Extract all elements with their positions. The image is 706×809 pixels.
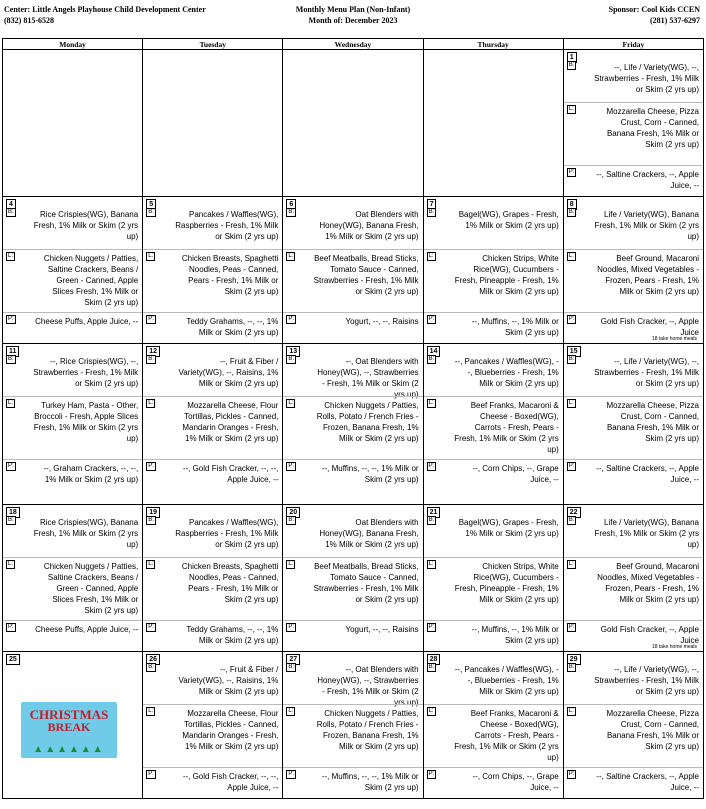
lunch-label: L: [288, 708, 294, 714]
breakfast-menu-text: --, Life / Variety(WG), --, Strawberries - Fresh, 1% Milk or Skim (2 yrs up) [594, 63, 699, 94]
snack-label: P: [568, 316, 575, 322]
lunch-section [564, 102, 703, 149]
snack-label: P: [288, 771, 295, 777]
breakfast-menu-text: Life / Variety(WG), Banana Fresh, 1% Milk or Skim (2 yrs up) [594, 210, 699, 241]
snack-label: P: [148, 771, 154, 777]
lunch-menu-text: Chicken Strips, White Rice(WG), Cucumbers - Fresh, Pineapple - Fresh, 1% Milk or Skim (2 yrs up) [454, 254, 559, 296]
lunch-section [424, 249, 563, 296]
lunch-menu-text: Chicken Strips, White Rice(WG), Cucumbers - Fresh, Pineapple - Fresh, 1% Milk or Skim (2 yrs up) [454, 562, 559, 604]
day-number: 6 [286, 199, 296, 210]
sponsor-info [609, 4, 700, 26]
snack-section [564, 620, 703, 645]
lunch-menu-text: Chicken Breasts, Spaghetti Noodles, Peas - Canned, Pears - Fresh, 1% Milk or Skim (2 yrs up) [181, 562, 279, 604]
day-cell [423, 505, 563, 652]
lunch-label: L: [428, 708, 434, 714]
week-row [3, 344, 704, 505]
snack-menu-text: --, Muffins, --, 1% Milk or Skim (2 yrs up) [471, 317, 559, 337]
snack-section [283, 459, 422, 484]
snack-section [424, 312, 563, 337]
day-cell [3, 505, 143, 652]
lunch-label: L: [288, 400, 294, 406]
lunch-label: L: [288, 253, 294, 259]
day-cell [283, 505, 423, 652]
day-cell [283, 344, 423, 505]
day-cell [563, 344, 703, 505]
lunch-section [143, 704, 282, 751]
snack-label: P: [8, 624, 14, 630]
day-number: 22 [567, 507, 581, 518]
lunch-menu-text: Chicken Breasts, Spaghetti Noodles, Peas - Canned, Pears - Fresh, 1% Milk or Skim (2 yrs up) [181, 254, 279, 296]
day-number: 1 [567, 52, 577, 63]
snack-section [564, 459, 703, 484]
snack-menu-text: Yogurt, --, --, Raisins [345, 625, 419, 634]
lunch-section [283, 249, 422, 296]
christmas-tree-icon: ▲▲▲▲▲▲ [33, 744, 105, 755]
lunch-menu-text: Chicken Nuggets / Patties, Rolls, Potato / French Fries - Frozen, Banana Fresh, 1% Milk or Skim (2 yrs up) [316, 709, 419, 751]
page-header [0, 0, 706, 38]
plan-month: Month of: December 2023 [308, 16, 398, 25]
week-row [3, 652, 704, 799]
day-number: 18 [6, 507, 20, 518]
day-number: 11 [6, 346, 19, 357]
holiday-line-1: CHRISTMAS [29, 707, 109, 722]
day-number: 21 [427, 507, 441, 518]
day-cell [283, 652, 423, 799]
lunch-section [564, 557, 703, 604]
breakfast-label: B: [8, 517, 14, 523]
lunch-section [283, 396, 422, 443]
empty-day-cell [3, 50, 143, 197]
day-number: 12 [146, 346, 160, 357]
lunch-label: L: [148, 400, 154, 406]
snack-label: P: [428, 463, 435, 469]
snack-label: P: [568, 771, 575, 777]
lunch-section [424, 557, 563, 604]
breakfast-menu-text: Oat Blenders with Honey(WG), Banana Fresh, 1% Milk or Skim (2 yrs up) [319, 210, 419, 241]
snack-menu-text: Teddy Grahams, --, --, 1% Milk or Skim (2 yrs up) [186, 317, 279, 337]
breakfast-menu-text: --, Rice Crispies(WG), --, Strawberries - Fresh, 1% Milk or Skim (2 yrs up) [33, 357, 139, 388]
lunch-label: L: [288, 561, 294, 567]
snack-label: P: [148, 463, 154, 469]
snack-section [3, 459, 142, 484]
lunch-menu-text: Chicken Nuggets / Patties, Rolls, Potato / French Fries - Frozen, Banana Fresh, 1% Milk or Skim (2 yrs up) [316, 401, 419, 443]
breakfast-menu-text: Rice Crispies(WG), Banana Fresh, 1% Milk or Skim (2 yrs up) [33, 518, 139, 549]
lunch-section [143, 396, 282, 443]
day-number: 28 [427, 654, 441, 665]
breakfast-menu-text: Bagel(WG), Grapes - Fresh, 1% Milk or Skim (2 yrs up) [458, 518, 559, 538]
lunch-menu-text: Chicken Nuggets / Patties, Saltine Crackers, Beans / Green - Canned, Apple Slices Fresh, 1% Milk or Skim (2 yrs up) [43, 254, 139, 307]
take-home-note: 18 take home meals [651, 336, 697, 342]
lunch-menu-text: Mozzarella Cheese, Pizza Crust, Corn - Canned, Banana Fresh, 1% Milk or Skim (2 yrs up) [606, 401, 699, 443]
breakfast-label: B: [568, 517, 575, 523]
week-row [3, 197, 704, 344]
weekday-tuesday: Tuesday [143, 39, 283, 50]
lunch-menu-text: Beef Franks, Macaroni & Cheese - Boxed(WG), Carrots - Fresh, Pears - Fresh, 1% Milk or Skim (2 yrs up) [454, 709, 559, 762]
lunch-label: L: [568, 253, 574, 259]
breakfast-label: B: [148, 356, 154, 362]
snack-label: P: [8, 316, 14, 322]
lunch-label: L: [568, 106, 574, 112]
day-cell [143, 652, 283, 799]
snack-menu-text: --, Saltine Crackers, --, Apple Juice, -- [596, 464, 699, 484]
breakfast-label: B: [8, 209, 14, 215]
breakfast-menu-text: Pancakes / Waffles(WG), Raspberries - Fresh, 1% Milk or Skim (2 yrs up) [175, 210, 279, 241]
lunch-label: L: [148, 253, 154, 259]
lunch-menu-text: Beef Meatballs, Bread Sticks, Tomato Sauce - Canned, Strawberries - Fresh, 1% Milk or Skim (2 yrs up) [313, 254, 419, 296]
snack-menu-text: --, Muffins, --, 1% Milk or Skim (2 yrs up) [471, 625, 559, 645]
lunch-menu-text: Turkey Ham, Pasta - Other, Broccoli - Fresh, Apple Slices Fresh, 1% Milk or Skim (2 yrs up) [33, 401, 139, 443]
snack-menu-text: --, Gold Fish Cracker, --, --, Apple Juice, -- [182, 464, 279, 484]
weekday-header-row [3, 39, 704, 50]
snack-label: P: [428, 771, 435, 777]
snack-menu-text: Cheese Puffs, Apple Juice, -- [35, 625, 139, 634]
lunch-menu-text: Mozzarella Cheese, Pizza Crust, Corn - Canned, Banana Fresh, 1% Milk or Skim (2 yrs up) [606, 107, 699, 149]
breakfast-label: B: [288, 209, 295, 215]
lunch-menu-text: Beef Franks, Macaroni & Cheese - Boxed(WG), Carrots - Fresh, Pears - Fresh, 1% Milk or Skim (2 yrs up) [454, 401, 559, 454]
day-number: 5 [146, 199, 156, 210]
day-number: 19 [146, 507, 160, 518]
breakfast-label: B: [568, 62, 575, 68]
snack-section [143, 767, 282, 792]
day-cell [3, 197, 143, 344]
lunch-label: L: [568, 561, 574, 567]
lunch-label: L: [8, 561, 14, 567]
breakfast-label: B: [568, 664, 575, 670]
menu-calendar [2, 38, 704, 799]
snack-menu-text: Cheese Puffs, Apple Juice, -- [35, 317, 139, 326]
day-cell [143, 505, 283, 652]
week-row [3, 50, 704, 197]
lunch-menu-text: Beef Ground, Macaroni Noodles, Mixed Vegetables - Frozen, Pears - Fresh, 1% Milk or Skim (2 yrs up) [597, 562, 699, 604]
lunch-menu-text: Beef Ground, Macaroni Noodles, Mixed Vegetables - Frozen, Pears - Fresh, 1% Milk or Skim (2 yrs up) [597, 254, 699, 296]
snack-menu-text: Yogurt, --, --, Raisins [345, 317, 419, 326]
snack-section [143, 620, 282, 645]
breakfast-label: B: [288, 517, 295, 523]
sponsor-phone: (281) 537-6297 [650, 16, 700, 25]
snack-menu-text: --, Graham Crackers, --, --, 1% Milk or Skim (2 yrs up) [43, 464, 139, 484]
lunch-menu-text: Mozzarella Cheese, Pizza Crust, Corn - Canned, Banana Fresh, 1% Milk or Skim (2 yrs up) [606, 709, 699, 751]
breakfast-label: B: [148, 517, 154, 523]
lunch-section [283, 704, 422, 751]
day-number: 20 [286, 507, 300, 518]
empty-day-cell [423, 50, 563, 197]
breakfast-label: B: [288, 356, 295, 362]
breakfast-label: B: [288, 664, 295, 670]
breakfast-menu-text: --, Pancakes / Waffles(WG), --, Blueberries - Fresh, 1% Milk or Skim (2 yrs up) [454, 357, 559, 388]
snack-label: P: [568, 463, 575, 469]
snack-section [564, 767, 703, 792]
lunch-label: L: [8, 253, 14, 259]
lunch-label: L: [148, 708, 154, 714]
breakfast-menu-text: --, Pancakes / Waffles(WG), --, Blueberries - Fresh, 1% Milk or Skim (2 yrs up) [454, 665, 559, 696]
christmas-break-graphic [21, 702, 117, 758]
lunch-menu-text: Mozzarella Cheese, Flour Tortillas, Pickles - Canned, Mandarin Oranges - Fresh, 1% Milk or Skim (2 yrs up) [182, 401, 279, 443]
snack-label: P: [568, 169, 575, 175]
snack-section [3, 312, 142, 326]
lunch-menu-text: Beef Meatballs, Bread Sticks, Tomato Sauce - Canned, Strawberries - Fresh, 1% Milk or Skim (2 yrs up) [313, 562, 419, 604]
snack-section [283, 620, 422, 634]
lunch-menu-text: Mozzarella Cheese, Flour Tortillas, Pickles - Canned, Mandarin Oranges - Fresh, 1% Milk or Skim (2 yrs up) [182, 709, 279, 751]
snack-menu-text: Gold Fish Cracker, --, Apple Juice [600, 317, 699, 337]
weekday-wednesday: Wednesday [283, 39, 423, 50]
snack-menu-text: Gold Fish Cracker, --, Apple Juice [600, 625, 699, 645]
breakfast-label: B: [428, 517, 435, 523]
day-number: 26 [146, 654, 160, 665]
breakfast-menu-text: Bagel(WG), Grapes - Fresh, 1% Milk or Skim (2 yrs up) [458, 210, 559, 230]
lunch-section [424, 704, 563, 762]
breakfast-label: B: [428, 356, 435, 362]
lunch-label: L: [428, 561, 434, 567]
plan-title: Monthly Menu Plan (Non-Infant) [295, 5, 411, 14]
snack-label: P: [288, 316, 295, 322]
breakfast-label: B: [428, 664, 435, 670]
breakfast-menu-text: Pancakes / Waffles(WG), Raspberries - Fresh, 1% Milk or Skim (2 yrs up) [175, 518, 279, 549]
empty-day-cell [283, 50, 423, 197]
breakfast-menu-text: --, Life / Variety(WG), --, Strawberries - Fresh, 1% Milk or Skim (2 yrs up) [594, 665, 699, 696]
breakfast-menu-text: Oat Blenders with Honey(WG), Banana Fresh, 1% Milk or Skim (2 yrs up) [319, 518, 419, 549]
lunch-section [564, 396, 703, 443]
lunch-section [3, 249, 142, 307]
center-name: Center: Little Angels Playhouse Child Development Center [4, 5, 206, 14]
snack-label: P: [428, 316, 435, 322]
day-cell [3, 652, 143, 799]
day-cell [423, 652, 563, 799]
lunch-label: L: [568, 708, 574, 714]
snack-label: P: [288, 624, 295, 630]
breakfast-label: B: [8, 356, 14, 362]
day-number: 25 [6, 654, 20, 665]
snack-section [424, 767, 563, 792]
snack-section [564, 165, 703, 190]
day-cell [143, 344, 283, 505]
snack-section [424, 620, 563, 645]
day-cell [143, 197, 283, 344]
snack-menu-text: --, Muffins, --, --, 1% Milk or Skim (2 yrs up) [321, 772, 419, 792]
breakfast-menu-text: --, Fruit & Fiber / Variety(WG), --, Raisins, 1% Milk or Skim (2 yrs up) [178, 665, 279, 696]
lunch-label: L: [8, 400, 14, 406]
lunch-section [3, 396, 142, 443]
plan-info [0, 4, 706, 26]
breakfast-menu-text: --, Life / Variety(WG), --, Strawberries - Fresh, 1% Milk or Skim (2 yrs up) [594, 357, 699, 388]
weekday-monday: Monday [3, 39, 143, 50]
day-cell [563, 50, 703, 197]
snack-menu-text: --, Corn Chips, --, Grape Juice, -- [472, 464, 559, 484]
center-phone: (832) 815-6528 [4, 16, 54, 25]
day-number: 29 [567, 654, 581, 665]
snack-label: P: [148, 624, 154, 630]
breakfast-label: B: [148, 664, 154, 670]
week-row [3, 505, 704, 652]
day-number: 4 [6, 199, 16, 210]
day-cell [423, 344, 563, 505]
day-cell [3, 344, 143, 505]
day-cell [563, 652, 703, 799]
day-cell [563, 505, 703, 652]
snack-menu-text: --, Gold Fish Cracker, --, --, Apple Juice, -- [182, 772, 279, 792]
breakfast-label: B: [568, 356, 575, 362]
weekday-friday: Friday [563, 39, 703, 50]
snack-label: P: [568, 624, 575, 630]
breakfast-menu-text: Life / Variety(WG), Banana Fresh, 1% Milk or Skim (2 yrs up) [594, 518, 699, 549]
lunch-label: L: [428, 253, 434, 259]
day-cell [283, 197, 423, 344]
day-number: 7 [427, 199, 437, 210]
day-number: 8 [567, 199, 577, 210]
breakfast-menu-text: --, Oat Blenders with Honey(WG), --, Strawberries - Fresh, 1% Milk or Skim (2 yrs up) [317, 357, 419, 399]
take-home-note: 18 take home meals [651, 644, 697, 650]
snack-label: P: [428, 624, 435, 630]
breakfast-label: B: [428, 209, 435, 215]
day-cell [563, 197, 703, 344]
day-cell [423, 197, 563, 344]
weekday-thursday: Thursday [423, 39, 563, 50]
breakfast-menu-text: Rice Crispies(WG), Banana Fresh, 1% Milk or Skim (2 yrs up) [33, 210, 139, 241]
snack-menu-text: Teddy Grahams, --, --, 1% Milk or Skim (2 yrs up) [186, 625, 279, 645]
lunch-menu-text: Chicken Nuggets / Patties, Saltine Crackers, Beans / Green - Canned, Apple Slices Fresh, 1% Milk or Skim (2 yrs up) [43, 562, 139, 615]
lunch-label: L: [428, 400, 434, 406]
snack-section [283, 312, 422, 326]
breakfast-label: B: [568, 209, 575, 215]
snack-label: P: [148, 316, 154, 322]
lunch-section [3, 557, 142, 615]
lunch-section [564, 704, 703, 751]
sponsor-name: Sponsor: Cool Kids CCEN [608, 5, 700, 14]
breakfast-menu-text: --, Oat Blenders with Honey(WG), --, Strawberries - Fresh, 1% Milk or Skim (2 yrs up) [317, 665, 419, 707]
snack-label: P: [288, 463, 295, 469]
snack-menu-text: --, Saltine Crackers, --, Apple Juice, -- [596, 170, 699, 190]
snack-label: P: [8, 463, 14, 469]
day-number: 14 [427, 346, 441, 357]
lunch-section [424, 396, 563, 454]
holiday-line-2: BREAK [47, 720, 91, 734]
lunch-section [283, 557, 422, 604]
snack-section [3, 620, 142, 634]
snack-section [564, 312, 703, 337]
breakfast-label: B: [148, 209, 154, 215]
day-number: 15 [567, 346, 581, 357]
day-number: 13 [286, 346, 300, 357]
lunch-label: L: [148, 561, 154, 567]
snack-section [283, 767, 422, 792]
empty-day-cell [143, 50, 283, 197]
snack-section [143, 459, 282, 484]
lunch-section [143, 557, 282, 604]
lunch-section [564, 249, 703, 296]
snack-menu-text: --, Corn Chips, --, Grape Juice, -- [472, 772, 559, 792]
day-number: 27 [286, 654, 300, 665]
lunch-section [143, 249, 282, 296]
snack-menu-text: --, Saltine Crackers, --, Apple Juice, -- [596, 772, 699, 792]
snack-section [143, 312, 282, 337]
lunch-label: L: [568, 400, 574, 406]
snack-menu-text: --, Muffins, --, --, 1% Milk or Skim (2 yrs up) [321, 464, 419, 484]
snack-section [424, 459, 563, 484]
breakfast-menu-text: --, Fruit & Fiber / Variety(WG), --, Raisins, 1% Milk or Skim (2 yrs up) [178, 357, 279, 388]
